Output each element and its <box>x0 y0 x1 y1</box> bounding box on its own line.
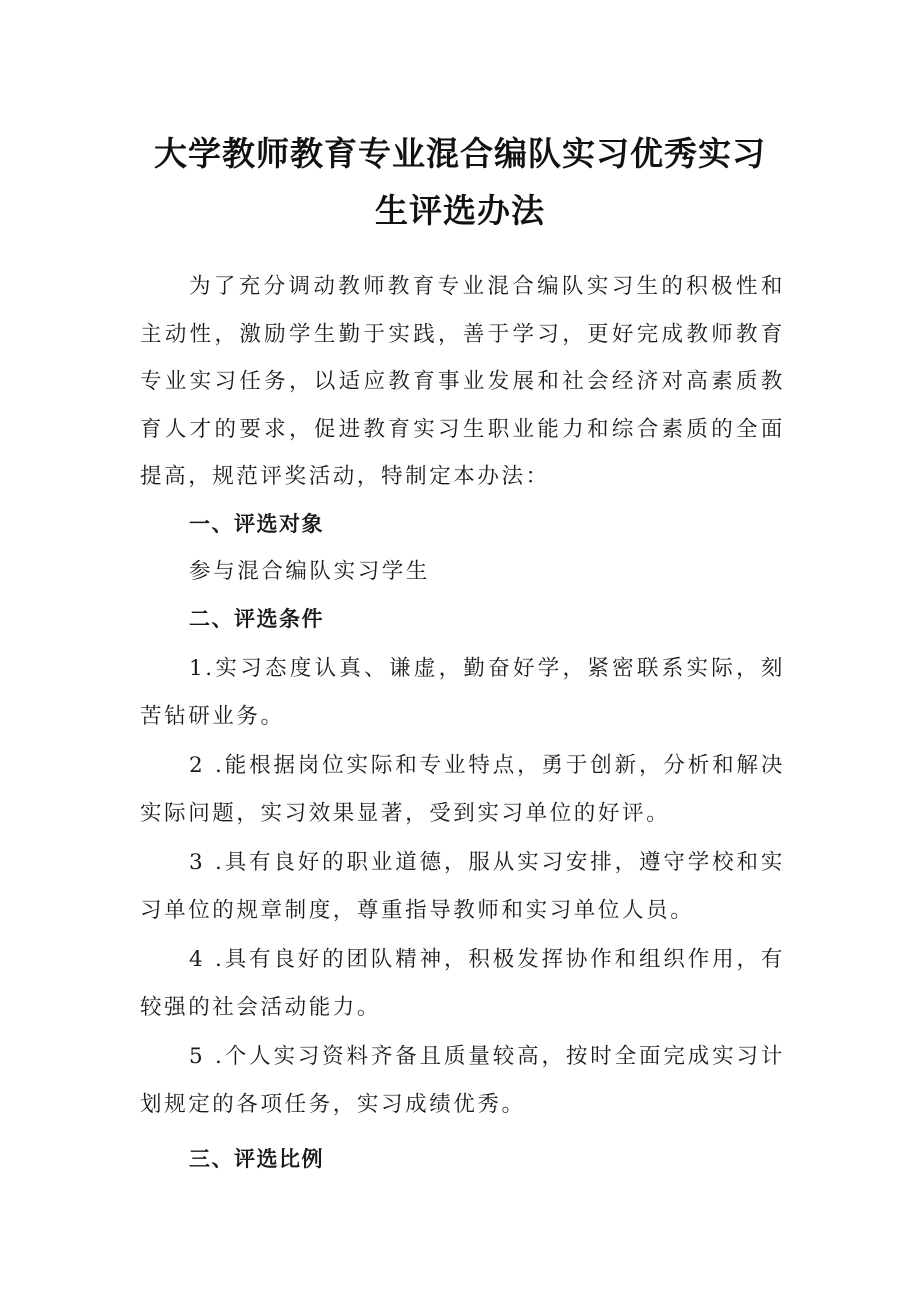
document-title-line-1: 大学教师教育专业混合编队实习优秀实习 <box>154 134 766 173</box>
section-3-heading: 三、评选比例 <box>189 1147 324 1171</box>
condition-item-2: 2 .能根据岗位实际和专业特点，勇于创新，分析和解决实际问题，实习效果显著，受到实习单位的好评。 <box>140 753 785 826</box>
condition-item-1: 1.实习态度认真、谦虚，勤奋好学，紧密联系实际，刻苦钻研业务。 <box>140 656 785 729</box>
document-body <box>140 263 785 1184</box>
document-title-line-2: 生评选办法 <box>375 191 545 230</box>
condition-item-5: 5 .个人实习资料齐备且质量较高，按时全面完成实习计划规定的各项任务，实习成绩优秀。 <box>140 1044 785 1117</box>
section-1-heading: 一、评选对象 <box>189 511 324 536</box>
condition-item-4: 4 .具有良好的团队精神，积极发挥协作和组织作用，有较强的社会活动能力。 <box>140 947 785 1020</box>
condition-item-3: 3 .具有良好的职业道德，服从实习安排，遵守学校和实习单位的规章制度，尊重指导教师和实习单位人员。 <box>140 850 785 923</box>
section-2-heading: 二、评选条件 <box>189 606 324 631</box>
intro-paragraph: 为了充分调动教师教育专业混合编队实习生的积极性和主动性，激励学生勤于实践，善于学习，更好完成教师教育专业实习任务，以适应教育事业发展和社会经济对高素质教育人才的要求，促进教育实习生职业能力和综合素质的全面提高，规范评奖活动，特制定本办法： <box>140 274 785 489</box>
section-1-text: 参与混合编队实习学生 <box>189 559 431 584</box>
